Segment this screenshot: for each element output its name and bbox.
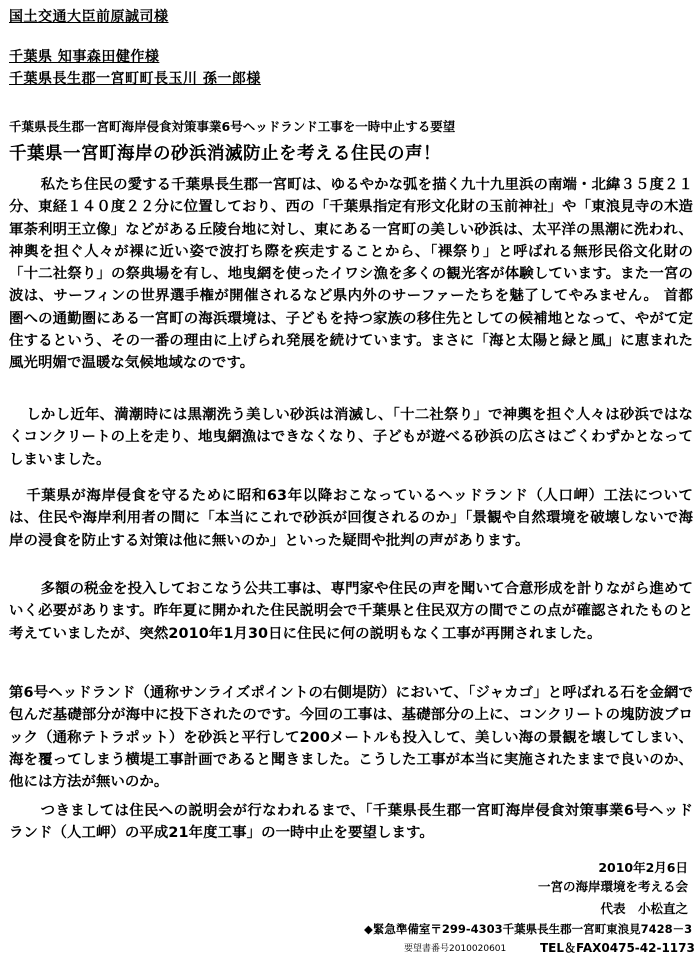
paragraph-headland-6: 第6号ヘッドランド（通称サンライズポイントの右側堤防）において、「ジャカゴ」と呼ばれる石を金網で包んだ基礎部分が海中に投下されたのです。今回の工事は、基礎部分の上に、コンクリートの塊防波ブロック（通称テトラポット）を砂浜と平行して200メートルも投入して、美しい海の景観を壊してしまい、海を覆ってしまう横堤工事計画であると聞きました。こうした工事が本当に実施されたままで良いのか、他には方法が無いのか。 — [9, 685, 693, 791]
addressee-mayor: 千葉県長生郡一宮町町長玉川 孫一郎様 — [9, 71, 261, 87]
tel-fax: TEL＆FAX0475-42-1173 — [540, 941, 695, 955]
addressee-governor: 千葉県 知事森田健作様 — [9, 49, 160, 65]
paragraph-headland-method: 千葉県が海岸侵食を守るために昭和63年以降おこなっているヘッドランド（人口岬）工法については、住民や海岸利用者の間に「本当にこれで砂浜が回復されるのか」「景観や自然環境を破壊しないで海岸の浸食を防止する対策は他に無いのか」といった疑問や批判の声があります。 — [9, 488, 693, 549]
request-subtitle: 千葉県長生郡一宮町海岸侵食対策事業6号ヘッドランド工事を一時中止する要望 — [9, 119, 456, 134]
document-title: 千葉県一宮町海岸の砂浜消滅防止を考える住民の声！ — [9, 144, 441, 164]
signature-representative: 代表 小松直之 — [600, 901, 688, 916]
addressee-minister: 国土交通大臣前原誠司様 — [9, 9, 169, 25]
paragraph-public-works: 多額の税金を投入しておこなう公共工事は、専門家や住民の声を聞いて合意形成を計りながら進めていく必要があります。昨年夏に開かれた住民説明会で千葉県と住民双方の間でこの点が確認されたものと考えていましたが、突然2010年1月30日に住民に何の説明もなく工事が再開されました。 — [9, 581, 693, 642]
paragraph-request: つきましては住民への説明会が行なわれるまで、「千葉県長生郡一宮町海岸侵食対策事業6号ヘッドランド（人工岬）の平成21年度工事」の一時中止を要望します。 — [9, 803, 693, 842]
document-number: 要望書番号2010020601 — [404, 944, 507, 954]
signature-date: 2010年2月6日 — [598, 860, 688, 875]
contact-address: ◆緊急準備室〒299-4303千葉県長生郡一宮町東浪見7428－3 — [364, 922, 693, 936]
paragraph-beach-loss: しかし近年、満潮時には黒潮洗う美しい砂浜は消滅し、「十二社祭り」で神輿を担ぐ人々は砂浜ではなくコンクリートの上を走り、地曳網漁はできなくなり、子どもが遊べる砂浜の広さはごくわずかとなってしまいました。 — [9, 407, 693, 468]
paragraph-introduction: 私たち住民の愛する千葉県長生郡一宮町は、ゆるやかな弧を描く九十九里浜の南端・北緯３５度２１分、東経１４０度２２分に位置しており、西の「千葉県指定有形文化財の玉前神社」や「東浪見寺の木造軍荼利明王立像」などがある丘陵台地に対し、東にある一宮町の美しい砂浜は、太平洋の黒潮に洗われ、神輿を担ぐ人々が裸に近い姿で波打ち際を疾走することから、「裸祭り」と呼ばれる無形民俗文化財の「十二社祭り」の祭典場を有し、地曳網を使ったイワシ漁を多くの観光客が体験しています。また一宮の波は、サーフィンの世界選手権が開催されるなど県内外のサーファーたちを魅了してやみません。 首都圏への通勤圏にある一宮町の海浜環境は、子どもを持つ家族の移住先としての候補地となって、やがて定住するという、その一番の理由に上げられ発展を続けています。まさに「海と太陽と緑と風」に恵まれた風光明媚で温暖な気候地域なのです。 — [9, 177, 693, 372]
signature-organization: 一宮の海岸環境を考える会 — [537, 879, 688, 894]
